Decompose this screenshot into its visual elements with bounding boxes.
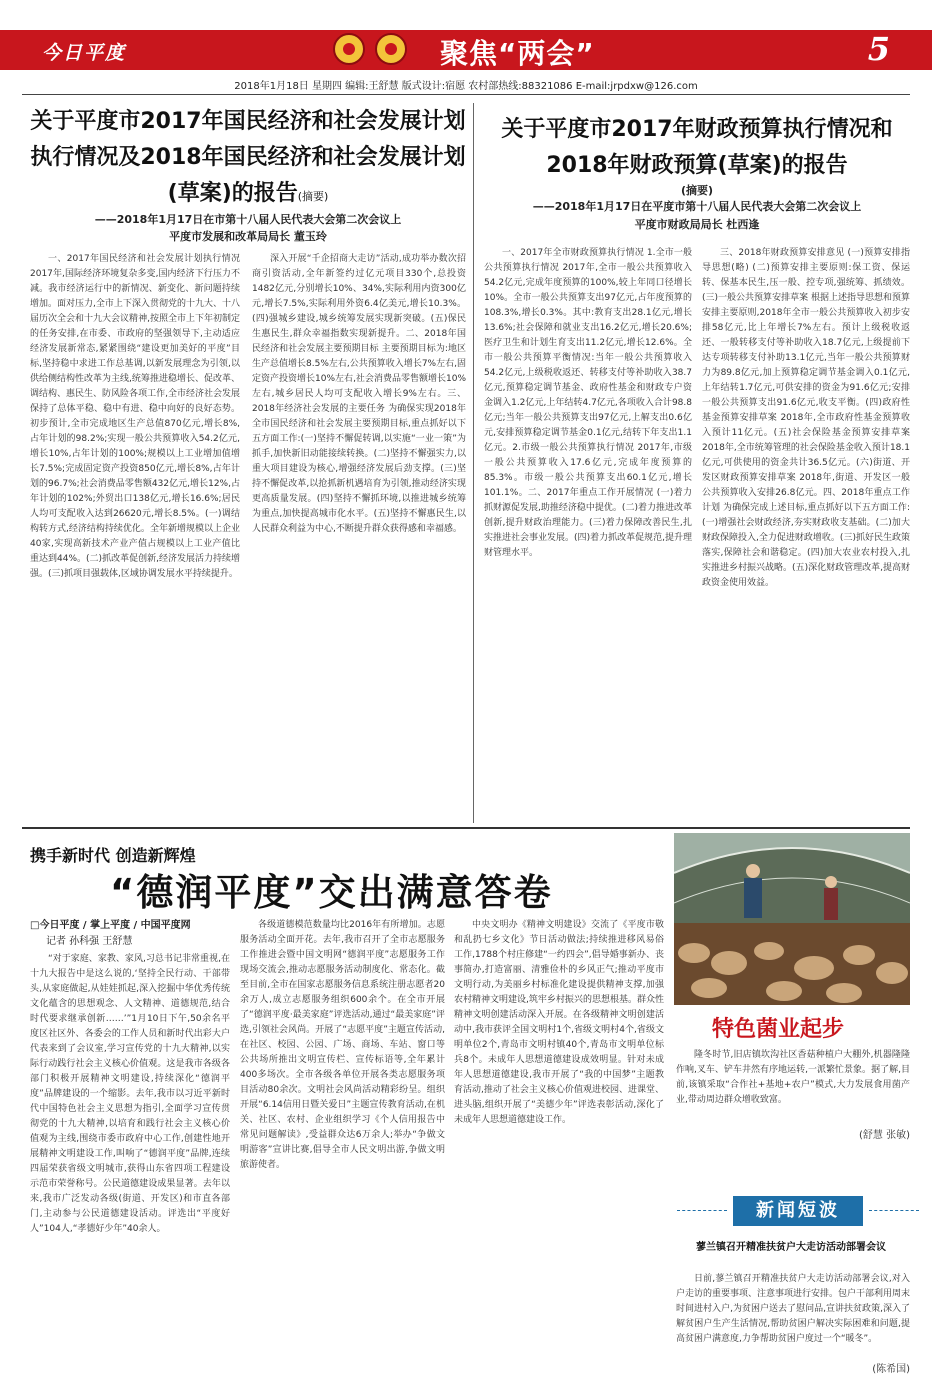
right-article-byline: 平度市财政局局长 杜西逢 — [634, 218, 760, 231]
right-article-title — [482, 112, 912, 184]
left-article-summary-tag: (摘要) — [297, 190, 329, 203]
left-article-title-text: 关于平度市2017年国民经济和社会发展计划执行情况及2018年国民经济和社会发展计划(草案)的报告 — [30, 109, 466, 206]
feature-reporters: 记者 孙科强 王舒慧 — [46, 936, 133, 947]
top-rule — [22, 94, 910, 95]
left-article-column-2 — [252, 252, 466, 818]
news-brief-headline — [676, 1240, 910, 1272]
news-brief-credit: (陈希国) — [872, 1364, 910, 1375]
section-rule — [22, 827, 910, 829]
column-divider — [473, 103, 474, 823]
feature-column-2 — [240, 918, 445, 1374]
left-article-subtitle: ——2018年1月17日在市第十八届人民代表大会第二次会议上 — [94, 213, 402, 226]
feature-column-1-text: “对于家庭、家教、家风,习总书记非常重视,在十九大报告中是这么说的,‘坚持全民行动、干部带头,从家庭做起,从娃娃抓起,深入挖掘中华优秀传统文化蕴含的思想观念、人文精神、道德规范,结合时代要求继承创新……’”1月10日下午,50余名平度区社区外、各委会的工作人员和新时代出彩大户代表来到了会议室,学习宣传党的十九大精神,以实际行动践行社会主义核心价值观。这是我市各级各部门积极开展精神文明建设,持续深化“德润平度”品牌建设的一个缩影。去年,我市以习近平新时代中国特色社会主义思想为指引,全面学习宣传贯彻党的十九大精神,以培育和践行社会主义核心价值观为主线,围绕市委市政府中心工作,创建性地开展精神文明建设工作,叫响了“德润平度”品牌,连续四届荣获省级文明城市,获得山东省四项工程建设示范市荣誉称号。公民道德建设成果显著。去年以来,我市广泛发动各级(街道、开发区)和市直各部门,主动参与公民道德建设活动。评选出“平度好人”104人,“孝德好少年”40余人。 — [30, 954, 230, 1234]
right-article-column-1-text: 一、2017年全市财政预算执行情况 1.全市一般公共预算执行情况 2017年,全市一般公共预算收入54.2亿元,完成年度预算的100%,较上年同口径增长10%。全市一般公共预算支出97亿元,占年度预算的108.3%,增长0.3%。其中:教育支出28.1亿元,增长13.6%;社会保障和就业支出16.2亿元,增长20.6%;医疗卫生和计划生育支出11.2亿元,增长12.6%。全市一般公共预算平衡情况:当年一般公共预算收入54.2亿元,上级税收返还、转移支付等补助收入38.7亿元,预算稳定调节基金、政府性基金和财政专户资金调入1.2亿元,上年结转4.7亿元,各项收入合计98.8亿元;当年一般公共预算支出97亿元,上解支出0.6亿元,安排预算稳定调节基金0.1亿元,结转下年支出1.1亿元。2.市级一般公共预算执行情况 2017年,市级一般公共预算收入17.6亿元,完成年度预算的85.3%。市级一般公共预算支出60.1亿元,增长101.1%。二、2017年重点工作开展情况 (一)着力抓财源促发展,助推经济稳中提优。(二)着力推进改革创新,提升财政治理能力。(三)着力保障改善民生,扎实推进社会事业发展。(四)着力抓改革促规范,提升理财管理水平。 — [484, 248, 692, 558]
left-article-column-1 — [30, 252, 240, 818]
right-article-summary: (摘要) — [680, 184, 714, 197]
feature-headline: “德润平度”交出满意答卷 — [110, 871, 553, 914]
dateline: 2018年1月18日 星期四 编辑:王舒慧 版式设计:宿愿 农村部热线:88321086 E-mail:jrpdxw@126.com — [234, 81, 698, 92]
side-feature-credit: (舒慧 张敏) — [859, 1130, 910, 1141]
left-article-column-2-text: 深入开展“千企招商大走访”活动,成功举办数次招商引资活动,全年新签约过亿元项目330个,总投资1482亿元,分别增长10%、34%,实际利用内资300亿元,增长7.5%,实际利用外资6.4亿美元,增长10.3%。(四)强城乡建设,城乡统筹发展实现新突破。(五)保民生惠民生,群众幸福指数实现新提升。二、2018年国民经济和社会发展主要预期目标 主要预期目标为:地区生产总值增长8.5%左右,公共预算收入增长7%左右,固定资产投资增长10%左右,社会消费品零售额增长10%左右,城乡居民人均可支配收入增长9%左右。三、2018年经济社会发展的主要任务 为确保实现2018年全市国民经济和社会发展主要预期目标,重点抓好以下五方面工作:(一)坚持不懈促转调,以实施“一业一策”为抓手,加快新旧动能接续转换。(二)坚持不懈强实力,以重大项目建设为核心,增强经济发展后劲支撑。(三)坚持不懈促改革,以抢抓新机遇培育为引领,推动经济实现更高质量发展。(四)坚持不懈抓环境,以推进城乡统筹为重点,加快提高城市化水平。(五)坚持不懈惠民生,以人民群众利益为中心,不断提升群众获得感和幸福感。 — [252, 254, 466, 534]
side-feature-body-text: 隆冬时节,旧店镇坎沟社区香菇种植户大棚外,机器隆隆作响,叉车、铲车井然有序地运转,一派繁忙景象。据了解,目前,该镇采取“合作社+基地+农户”模式,大力发展食用菌产业,带动周边群众增收致富。 — [676, 1050, 910, 1105]
feature-column-1 — [30, 952, 230, 1374]
news-brief-headline-text: 蓼兰镇召开精准扶贫户大走访活动部署会议 — [696, 1242, 886, 1253]
feature-kicker: 携手新时代 创造新辉煌 — [30, 846, 196, 865]
masthead-logo: 今日平度 — [42, 42, 127, 64]
right-article-column-1 — [484, 246, 692, 818]
mushroom-greenhouse-photo — [674, 833, 910, 1005]
news-brief-body — [676, 1272, 910, 1362]
left-article-column-1-text: 一、2017年国民经济和社会发展计划执行情况 2017年,国际经济环境复杂多变,国内经济下行压力不减。我市经济运行中的新情况、新变化、新问题持续增加。面对压力,全市上下深入贯彻党的十九大、十八届历次全会和十九大会议精神,按照全市上下年初制定的任务安排,在市委、市政府的坚强领导下,主动适应经济发展新常态,紧紧围绕“建设更加美好的平度”目标,坚持稳中求进工作总基调,以新发展理念为引领,以供给侧结构性改革为主线,统筹推进稳增长、促改革、调结构、惠民生、防风险各项工作,全市经济社会发展保持了总体平稳、稳中有进、稳中向好的良好态势。初步预计,全市完成地区生产总值870亿元,增长8%,占年计划的98.2%;实现一般公共预算收入54.2亿元,增长10%,占年计划的100%;规模以上工业增加值增长7.5%;完成固定资产投资850亿元,增长8%,占年计划的96.7%;社会消费品零售额432亿元,增长12%,占年计划的102%;外贸出口138亿元,增长16.6%;居民人均可支配收入达到26620元,增长8.5%。(一)调结构转方式,经济结构持续优化。全年新增规模以上企业40家,实现高新技术产业产值占规模以上工业产值比重达到44%。(二)抓改革促创新,经济发展活力持续增强。(三)抓项目强载体,区域协调发展水平持续提升。 — [30, 254, 240, 579]
cppcc-emblem-icon — [375, 33, 407, 65]
right-article-column-2 — [702, 246, 910, 818]
feature-byline: □今日平度 / 掌上平度 / 中国平度网 — [30, 920, 191, 931]
right-article-column-2-text: 三、2018年财政预算安排意见 (一)预算安排指导思想(略) (二)预算安排主要原则:保工资、保运转、保基本民生,压一般、控专项,强统筹、抓绩效。(三)一般公共预算安排草案 根据上述指导思想和预算安排主要原则,2018年全市一般公共预算收入初步安排58亿元,比上年增长7%左右。预计上级税收返还、一般转移支付等补助收入18.7亿元,上级提前下达专项转移支付补助13.1亿元,当年一般公共预算财力为89.8亿元,加上预算稳定调节基金调入0.1亿元,上年结转1.7亿元,可供安排的资金为91.6亿元;安排一般公共预算支出91.6亿元,收支平衡。(四)政府性基金预算安排草案 2018年,全市政府性基金预算收入预计11亿元。(五)社会保险基金预算安排草案 2018年,全市统筹管理的社会保险基金收入预计18.1亿元,可供使用的资金共计36.5亿元。(六)街道、开发区财政预算安排草案 2018年,街道、开发区一般公共预算收入安排26.8亿元。四、2018年重点工作计划 为确保完成上述目标,重点抓好以下五方面工作:(一)增强社会财政经济,夯实财政收支基础。(二)加大财政保障投入,全力促进财政增收。(三)抓好民生政策落实,保障社会和谐稳定。(四)加大农业农村投入,扎实推进乡村振兴战略。(五)深化财政管理改革,提高财政资金使用效益。 — [702, 248, 910, 588]
feature-column-3-text: 中央文明办《精神文明建设》交流了《平度市敬和乱扔七乡文化》节日活动做法;持续推进移风易俗工作,1788个村庄修建“一约四会”,倡导婚事新办、丧事简办,打造富丽、清雅俭朴的乡风正气;推动平度市文明行动,为美丽乡村标准化建设提供精神支撑,加强农村精神文明建设,筑牢乡村振兴的思想根基。群众性精神文明创建活动深入开展。在各级精神文明创建活动中,我市获评全国文明村1个,省级文明村4个,省级文明单位2个,青岛市文明村镇40个,青岛市文明单位标兵8个。未成年人思想道德建设成效明显。针对未成年人思想道德建设,我市开展了“我的中国梦”主题教育活动,推动了社会主义核心价值观进校园、进课堂、进头脑,组织开展了“美德少年”评选表彰活动,深化了未成年人思想道德建设工作。 — [454, 920, 664, 1125]
side-feature-body — [676, 1048, 910, 1124]
feature-column-2-text: 各级道德模范数量均比2016年有所增加。志愿服务活动全面开花。去年,我市召开了全市志愿服务工作推进会暨中国文明网“德润平度”志愿服务工作现场交流会,推动志愿服务活动制度化、常态化。截至目前,全市在国家志愿服务信息系统注册志愿者20余万人,成立志愿服务组织600余个。在全市开展了“德润平度·最美家庭”评选活动,通过“最美家庭”评选,引领社会风尚。开展了“志愿平度”主题宣传活动,在社区、校园、公园、广场、商场、车站、窗口等公共场所推出文明宣传栏、宣传标语等,全年累计400多场次。全市各级各单位开展各类志愿服务项目活动80余次。文明社会风尚活动精彩纷呈。组织开展“6.14信用日暨关爱日”主题宣传教育活动,在机关、社区、农村、企业组织学习《个人信用报告中常见问题解读》,受益群众达6万余人;举办“争做文明游客”宣讲比赛,倡导全市人民文明出游,争做文明旅游使者。 — [240, 920, 445, 1170]
national-emblem-icon — [333, 33, 365, 65]
feature-column-3 — [454, 918, 664, 1374]
news-brief-tag: 新闻短波 — [733, 1196, 863, 1226]
left-article-title — [28, 104, 468, 215]
masthead — [0, 30, 932, 70]
right-article-title-text: 关于平度市2017年财政预算执行情况和2018年财政预算(草案)的报告 — [501, 117, 893, 178]
section-title: 聚焦“两会” — [440, 37, 595, 70]
right-article-subtitle: ——2018年1月17日在平度市第十八届人民代表大会第二次会议上 — [532, 200, 862, 213]
side-feature-headline: 特色菌业起步 — [712, 1016, 845, 1042]
page-number: 5 — [867, 30, 890, 68]
news-brief-body-text: 日前,蓼兰镇召开精准扶贫户大走访活动部署会议,对入户走访的重要事项、注意事项进行安排。包户干部利用周末时间进村入户,为贫困户送去了慰问品,宣讲扶贫政策,深入了解贫困户生产生活情况,帮助贫困户解决实际困难和问题,提高贫困户满意度,力争帮助贫困户度过一个“暖冬”。 — [676, 1274, 910, 1344]
left-article-byline: 平度市发展和改革局局长 董玉玲 — [169, 230, 327, 243]
